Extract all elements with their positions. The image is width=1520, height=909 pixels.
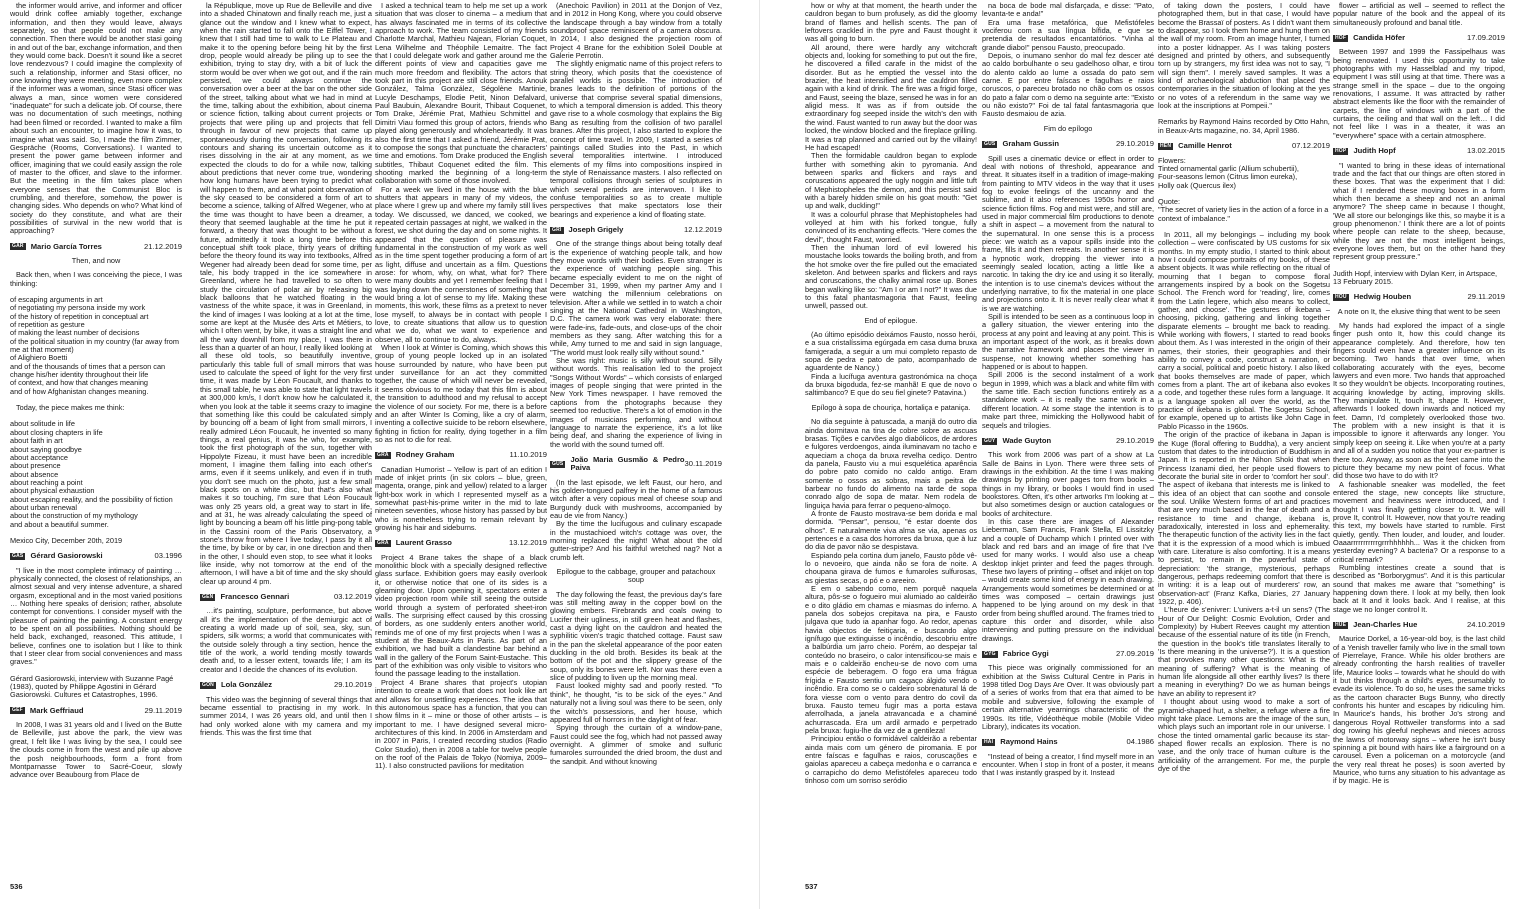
artist-code-badge: GUY bbox=[984, 437, 996, 444]
entry-date: 13.02.2015 bbox=[1466, 146, 1505, 156]
artist-name: Rodney Graham bbox=[395, 450, 455, 460]
artist-name: Francesco Gennari bbox=[220, 592, 290, 602]
entry-heading bbox=[982, 738, 1154, 746]
list-line: about the construction of my mythology bbox=[10, 511, 138, 521]
left-col-3 bbox=[375, 2, 547, 862]
entry-heading bbox=[375, 451, 547, 459]
artist-name: Gérard Gasiorowski bbox=[30, 551, 103, 561]
body-paragraph: A fashionable sneaker was modelled, the feet entered the stage, new concepts like structure, movement and heaviness were introduced, and I thought I was finally getting closer to It. We will prove It, control It. However, now that you're reading this text, my bowels have started to rumble. First quietly, gently. Then louder, and louder, and louder. Oaaarrrrrrrrrrrgrrrhhhhhh... Was it the chicken from yesterday evening? A bacteria? Or a response to a critical remark? bbox=[1333, 479, 1505, 564]
entry-date: 24.10.2019 bbox=[1466, 620, 1505, 630]
right-page bbox=[760, 0, 1520, 909]
body-paragraph: Principiou então o formidável caldeirão a rebentar ainda mais com um género de piromania. E por entre faíscas e fagulhas e raios, coruscações e gaiolas apareceu a cabeça medonha e o carranca e o carrapicho do demo Mefistófeles apareceu todo tinhoso com um sorriso seródio bbox=[805, 734, 977, 785]
body-paragraph: For a week we lived in the house with the blue shutters that appears in many of my videos, the place where I grew up and where my family still lives today. We discussed, we danced, we cooked, we repeated certain passages at night, we walked in the forest, we shot during the day and on some nights. It appeared that the question of pleasure was fundamental in the construction of my work as well as in the time spent together producing a form of art as light, diffuse and uncertain as a film. Questions arose: for whom, why, on what, what for? There were many doubts and yet I remember feeling that I was laying down the cornerstones of something that would bring a lot of sense to my life. Making these moments, this work, these films as a pretext to never lose myself, to always be in contact with people I love, to create situations that allow us to question what we do, what we want to experience and observe, all to continue to do, always. bbox=[375, 184, 547, 344]
body-paragraph: "Instead of being a creator, I find myself more in an encounter. When I stop in front of a poster, it means that I was instantly grasped by it. Instead bbox=[982, 751, 1154, 778]
body-paragraph: "I wanted to bring in these ideas of international trade and the fact that our things are often stored in these boxes. That was the experiment that I did: what if I rendered these moving boxes in a form which then became a sheep and not an animal anymore? The sheep came in because I thought, 'We all store our belongings like this, so maybe it is a group phenomenon.' I think there are a lot of points where people can relate to the sheep, because, while they are not the most intelligent beings, everyone loves them, but on the other hand they represent group pressure." bbox=[1333, 160, 1505, 262]
body-paragraph: la République, move up Rue de Belleville and dive into a shaded Chinatown and finally reach me, just a glance out the window and I knew what to expect, when the rain started to fall onto the Eiffel Tower, I knew that I still had time to walk to Le Plateau and make it to the opening before being hit by the first drop, people would already be piling up to see the exhibition, trying to stay dry, with a bit of luck the storm would be over when we got out, and if the rain persisted, we could always continue the conversation over a beer at the bar on the other side of the street, talking about what we had in mind at the time, talking about the exhibition, about cinema or science fiction, talking about current projects or projects that were piling up and projects that fell through in favour of new projects that came up spontaneously during the conversation, following its contours and sharing its uncertain outcome as it rises dissolving in the air at any moment, as we expected the clouds to do for a while now, talking about predictions that never come true, wondering how long humans have been trying to predict what will happen to them, and at what point observation of the sky ceased to be considered a form of art to become a science, talking of Alfred Wegener, who at the time was thought to have been a dreamer, a theory that seemed laughable at the time he put it forward, a theory that was thought to be without a future, admittedly it took a long time before this conceptual shift took place, thirty years of drifting before the theory found its way into textbooks, Alfred Wegener had already been dead for some time, per tale, his body trapped in the ice somewhere in Greenland, where he had travelled to so often to study the circulation of polar air by releasing big black balloons that he watched floating in the vastness of the white space, it was in Greenland, in the kind of images I was looking at a lot at the time, some are kept at the Musée des Arts et Métiers, to which I often went, by bike, it was a straight line and all the way downhill from my place, I was there in less than a quarter of an hour, I really liked looking at all these old tools, so beautifully inventive, particularly this table full of small mirrors that was used to calculate the speed of light for the very first time, it was made by Léon Foucault, and thanks to this small table, he was able to state that light travels at 300,000 km/s, I don't know how he calculated it, when you look at the table it seems crazy to imagine that something like this could be calculated simply by bouncing off a beam of light from small mirrors, I really admired Léon Foucault, he invented so many things, a real genius, it was he who, for example, took the first photograph of the sun, together with Hippolyte Fizeau, it must have been an incredible moment, I imagine them falling into each other's arms, even if it seems unlikely, and even if in truth you don't see much on the photo, just a few small black spots on a white disc, but that's also what makes it so touching, I'm sure that Léon Foucault was only 25 years old, a great way to start in life, and at 31, he was already calculating the speed of light by bouncing a beam off his little ping-pong table in the Cassini room of the Paris Observatory, a stone's throw from where I live today, I pass by it all the time, by bike or by car, in one direction and then in the other, I should even stop, to see what it looks like inside, why not tomorrow at the end of the afternoon, I will have a bit of time and the sky should clear up around 4 pm. bbox=[200, 2, 372, 586]
body-paragraph: By the time the lucifugous and culinary escapade in the mustachioed witch's cottage was over, the morning replaced the night! What about the old gutter-stripe? And his faithful wretched nag? Not a crumb left. bbox=[550, 519, 722, 562]
list-line: Tinted ornamental garlic (Allium schubertii), bbox=[1158, 163, 1299, 173]
body-paragraph: I asked a technical team to help me set up a work situation that was closer to cinema – a medium that has always fascinated me in terms of its collective approach to work. The team consisted of my friends Charlotte Marchal, Mathieu Najean, Florian Coquet, Lena Wilhelme and Théophile Lemaitre. The fact that I could delegate work and gather around me the different points of view and capacities gave me much more freedom and flexibility. The actors that took part in this project are still close friends. Anouk González, Talma González, Ségolène Martinie, Lucyle Deschamps, Elodie Petit, Ninon Defalvard, Paul Baubuin, Alexandre Bourit, Thibaut Coquenet, Tom Drake, Jérémie Prat, Mathieu Schmittel and Dimitri Viau formed this group of actors, friends who played along generously and wholeheartedly. It was also the first time that I asked a friend, Jérémie Prat, to compose the songs that punctuate the characters' time and emotions. Tom Drake produced the English subtitles, Thibaut Coquenet edited the film. This shooting marked the beginning of a long-term collaboration with some of those involved. bbox=[375, 2, 547, 186]
list-line: and about a beautiful summer. bbox=[10, 519, 109, 529]
body-paragraph: This piece was originally commissioned for an exhibition at the Swiss Cultural Centre in Paris in 1998 titled Dog Days Are Over. It was obviously part of a series of works from that era that aimed to be mobile and subversive, following the example of certain alternative yearnings characteristic of the 1990s. Its title, Vidéothèque mobile (Mobile Video Library), indicates its vocation. bbox=[982, 663, 1154, 731]
body-paragraph: (Ao último episódio deixámos Fausto, nosso herói, e a sua cristalíssima egúrgada em casa duma bruxa famigerada, a seguir a um mui completo repasto de sopa de pedra e pato de pato, acompanhado de aguardente de Nancy.) bbox=[805, 330, 977, 373]
artist-code-badge: GRI bbox=[552, 226, 562, 233]
entry-date: 03.12.2019 bbox=[333, 592, 372, 602]
entry-heading bbox=[982, 140, 1154, 148]
list-line: of Alighiero Boetti bbox=[10, 353, 68, 363]
entry-heading bbox=[982, 437, 1154, 445]
entry-heading bbox=[10, 552, 182, 560]
list-line: of escaping arguments in art bbox=[10, 295, 103, 304]
list-line: Judith Hopf, interview with Dylan Kerr, in Artspace, 13 February 2015. bbox=[1333, 268, 1498, 286]
entry-heading bbox=[550, 226, 722, 234]
entry-heading bbox=[1158, 142, 1330, 150]
list-line: of repetition as gesture bbox=[10, 320, 85, 330]
artist-code-badge: HAI bbox=[984, 738, 994, 745]
artist-code-badge: HOF bbox=[1335, 34, 1347, 41]
entry-heading bbox=[375, 539, 547, 547]
list-line: about physical exhaustion bbox=[10, 486, 95, 496]
list-line: and of how Afghanistan changes meaning. bbox=[10, 386, 149, 396]
artist-name: Judith Hopf bbox=[1353, 146, 1396, 156]
body-paragraph: Spill 2006 is the second instalment of a work begun in 1999, which was a black and white film with the same title. Each section functions entirely as a standalone work – it is really the same work in a different location. At some stage the intention is to make part three, mimicking the Hollywood habit of sequels and trilogies. bbox=[982, 370, 1154, 430]
entry-heading bbox=[982, 650, 1154, 658]
body-paragraph: The slightly enigmatic name of this project refers to string theory, which posits that the coexistence of parallel worlds is possible. The introduction of branes leads to the definition of portions of the universe that comprise several spatial dimensions, to which a temporal dimension is added. This theory gave rise to a whole cosmology that explains the Big Bang as resulting from the collision of two parallel branes. After this project, I also started to explore the concept of time travel. In 2009, I started a series of paintings called Studies into the Past, in which several temporalities intertwine. I introduced elements of my films into compositions inspired in the style of Renaissance masters. I also reflected on temporal collisions through series of sculptures in which several periods are interwoven. I like to confuse temporalities so as to create multiple perspectives that make spectators lose their bearings and experience a kind of floating state. bbox=[550, 59, 722, 219]
entry-heading bbox=[200, 593, 372, 601]
body-paragraph: Today, the piece makes me think: bbox=[16, 403, 125, 413]
list-line: Flowers: bbox=[1158, 155, 1186, 165]
right-col-1 bbox=[805, 2, 977, 862]
body-paragraph: E em o sabendo como, nem porquê naquela altura, pôs-se o fogueiro mui alumiado ao caldeirão e o dito gládio em chamas e miasmas do inferno. A panela dos sobejos crepitava na pira, e Fausto julgava que tudo ia apanhar fogo. Ao redor, apenas havia objectos de feitiçaria, e buscando algo ignífugo que extinguisse o incêndio, descobriu entre a balbúrdia um jarro cheio. Porém, ao despejar tal conteúdo no braseiro, o calor intensificou-se mais e mais e o caldeirão encheu-se de novo com uma espécie de beberagem. O fogo era uma frágua frígida e Fausto sentiu um cagaço álgido vendo o incêndio. Era como se o caldeiro sobrenatural lá de fora viesse com o vento para dentro do covil da bruxa. Fausto temeu fugir mas a porta estava aferrolhada, a janela atravancada e a chaminé achurrascada. Era um ardil armado e perpetrado pela bruxa: fugiu-lhe da vez de a gentileza! bbox=[805, 584, 977, 735]
entry-date: 04.1986 bbox=[1126, 737, 1154, 747]
entry-date: 11.10.2019 bbox=[509, 450, 547, 460]
list-line: of negotiating my persona inside my work bbox=[10, 303, 146, 313]
entry-heading bbox=[1333, 147, 1505, 155]
entry-date: 29.11.2019 bbox=[1467, 292, 1505, 302]
body-paragraph: In 2008, I was 31 years old and I lived on the Butte de Belleville, just above the park, the view was great, I felt like I was living by the sea, I could see the clouds come in from the west and pile up above the posh neighbourhoods, form a front from Montparnasse Tower to Sacré-Coeur, slowly advance over Beaubourg from Place de bbox=[10, 720, 182, 780]
body-paragraph: of taking down the posters, I could have photographed them, but in that case, I would have become the Brassaï of posters. As I didn't want them to disappear, so I took them home and hung them on the wall of my room. From an image hunter, I turned into a poster kidnapper. As I was taking posters designed and printed by others, and subsequently torn up by strangers, my first idea was not to say, "I will sign them". I merely saved samples. It was a kind of archaeological abduction that placed the contemporaries in the situation of looking at the yes or no votes of a referendum in the same way we look at the inscriptions at Pompeii." bbox=[1158, 2, 1330, 111]
entry-date: 12.12.2019 bbox=[683, 224, 722, 234]
body-paragraph: Then the inhuman lord of evil lowered his moustache looks towards the boiling broth, and from the hot smoke over the fire pulled out the emaciated skeleton. And between sparks and flickers and rays and coruscations, the chalky animal rose up. Bones began walking like so: "Am I or am I not?" It was due to this fatal phantasmagoria that Faust, feeling unwell, passed out. bbox=[805, 242, 977, 311]
body-paragraph: When I look at Winter is Coming, which shows this group of young people locked up in an isolated house surrounded by nature, who have been put under surveillance for an act they committed together, the cause of which will never be revealed, it seems obvious to me today that this film is about the transition to adulthood and my refusal to accept the violence of our society. For me, there is a before and an after Winter Is Coming, like a cry of alarm, inventing a collective suicide to be reborn elsewhere, fighting in fiction for reality, dying together in a film so as not to die for real. bbox=[375, 343, 547, 444]
body-paragraph: Depois, o inumano senhor do mal fez descer até ao caldo borbulhante o seu gadelhoso olhar, e tirou do alento caldo ao lume a ossada do pato sem carne. E por entre faíscas e fagulhas e raios coruscos, o pareceu brotado no chão com os ossos do pato a falar com o demo na seguinte arte: "Existo ou não existo?" Foi de tal fatal fantasmagoria que Fausto desmaiou de azia. bbox=[982, 51, 1154, 119]
artist-code-badge: GEN bbox=[202, 593, 214, 600]
body-paragraph: flower – artificial as well – seemed to reflect the popular nature of the book and the appeal of its simultaneously profound and banal title. bbox=[1333, 2, 1505, 27]
entry-date: 03.1996 bbox=[154, 551, 182, 561]
artist-code-badge: HOU bbox=[1335, 293, 1347, 300]
artist-code-badge: GRA bbox=[377, 451, 389, 458]
section-subtitle: Epilogue to the cabbage, grouper and patachoux soup bbox=[556, 567, 716, 585]
entry-date: 30.11.2019 bbox=[684, 459, 722, 469]
list-line: Remarks by Raymond Hains recorded by Otto Hahn, in Beaux-Arts magazine, no. 34, April 1986. bbox=[1158, 117, 1330, 135]
entry-heading bbox=[10, 707, 182, 715]
body-paragraph: This work from 2006 was part of a show at La Salle de Bains in Lyon. There were three sets of drawings in the exhibition. At the time I was making drawings by printing over pages torn from books – things in my library, or books I would find in used bookstores. Often, it's other artworks I'm looking at – but also sometimes design or auction catalogues or books of architecture. bbox=[982, 450, 1154, 518]
section-subtitle: Fim do epílogo bbox=[1043, 123, 1093, 133]
right-col-3 bbox=[1158, 2, 1330, 862]
artist-code-badge: GON bbox=[202, 681, 214, 688]
body-paragraph: Spying through the curtain of a window-pane, Faust could see the fog, which had not passed away overnight. A glimmer of smoke and sulfuric fumaroles surrounded the dried broom, the dust and the sandpit. And without knowing bbox=[550, 723, 722, 766]
artist-name: Fabrice Gygi bbox=[1002, 649, 1049, 659]
list-line: about reaching a point bbox=[10, 477, 83, 487]
body-paragraph: Then the formidable cauldron began to explode further with something akin to pyromania. And between sparks and flickers and rays and coruscations appeared the ugly noggin and little tuft of Mephistopheles the demon, and this persist said with a barely hidden smile on his goat mouth: "Get up and walk, duckling!" bbox=[805, 151, 977, 211]
artist-name: Mark Geffriaud bbox=[29, 705, 84, 715]
body-paragraph: (In the last episode, we left Faust, our hero, and his golden-tongued palfrey in the home of a famous witch after a very copious meal of cheese soup and Burgundy duck with mushrooms, accompanied by eau de vie from Nancy.) bbox=[550, 477, 722, 520]
list-line: Quote: bbox=[1158, 196, 1181, 206]
entry-date: 13.12.2019 bbox=[508, 538, 547, 548]
artist-name: Mario García Torres bbox=[30, 241, 102, 251]
body-paragraph: Spill is intended to be seen as a continuous loop in a gallery situation, the viewer entering into the process at any point and leaving at any point. This is an important aspect of the work, as it breaks down the narrative framework and places the viewer in suspense, not knowing whether something has happened or is about to happen. bbox=[982, 312, 1154, 372]
artist-name: Raymond Hains bbox=[1000, 737, 1058, 747]
body-paragraph: (Anechoic Pavilion) in 2011 at the Donjon of Vez, and in 2012 in Hong Kong, where you could observe the landscape through a bay window from a totally soundproof space reminiscent of a camera obscura. In 2014, I also designed the projection room of Project 4 Brane for the exhibition Soleil Double at Galerie Perrotin. bbox=[550, 2, 722, 61]
artist-code-badge: GRA bbox=[377, 539, 389, 546]
body-paragraph: Project 4 Brane takes the shape of a black monolithic block with a specially designed reflective glass surface. Exhibition goers may easily overlook it, or otherwise notice that one of its sides is a gleaming door. Upon opening it, spectators enter a video projection room while still seeing the outside world through a system of perforated sheet-iron walls. The surprising effect caused by this crossing of borders, as one suddenly enters another world, reminds me of one of my first projects when I was a student at the Beaux-Arts in Paris. As part of an exhibition, we had built a clandestine bar behind a wall in the gallery of the Forum Saint-Eustache. This part of the exhibition was only visible to visitors who found the passage leading to the installation. bbox=[375, 552, 547, 679]
body-paragraph: Maurice Dorkel, a 16-year-old boy, is the last child of a Yenish traveller family who live in the small town of Pierrelaye, France. While his older brothers are already confronting the harsh realities of traveller life, Maurice looks – towards what he should do with it but thinks through a child's eyes, presumably to evade its violence. To do so, he uses the same tricks as the cartoon character Bugs Bunny, who directly confronts his hunter and escapes by ridiculing him. In Maurice's hands, his brother Jo's strong and dangerous Royal Rottweiler transforms into a sad dog rowing his gleeful nephews and nieces across the lawns of motorway signs – where he isn't busy spinning a pit bound with hairs like a fairground on a carousel. Even a policeman on a motorcycle (and the very real threat he poses) is soon averted by Maurice, who turns any situation to his advantage as if by magic. He is bbox=[1333, 634, 1505, 786]
body-paragraph: Canadian Humorist – Yellow is part of an edition I made of inkjet prints (in six colors – blue, green, magenta, orange, pink and yellow) related to a larger light-box work in which I represented myself as a somewhat past-his-prime writer in the mid to late nineteen seventies, whose history has passed by but who is nonetheless trying to remain relevant by growing his hair and sideburns. bbox=[375, 464, 547, 532]
artist-code-badge: GUS bbox=[984, 140, 996, 147]
list-line: and of the thousands of times that a person can change his/her identity throughout their life bbox=[10, 361, 166, 380]
body-paragraph: In 2011, all my belongings – including my book collection – were confiscated by US customs for six months. In my empty studio, I started to think about how I could compose portraits of my books, of these absent objects. It was while reflecting on the ritual of mourning that I began to compose floral arrangements inspired by a book on the Sogetsu School. The French word for 'reading', lire, comes from the Latin legere, which also means 'to collect, gather, and choose'. The gestures of ikebana – choosing, picking, gathering and linking together disparate elements – brought me back to reading. While working with flowers, I started to read books about them. As I was interested in the origin of their names, their stories, their geographies and their ability to convey a code, construct a narration, or carry a social, political and poetic history. I also liked that books themselves are made of paper, which comes from a plant. The art of ikebana also evokes a code, and together these rules form a language. It is a language spoken all over the world, as the practice of ikebana is global. The Sogetsu School, for example, opened up to artists like John Cage in Pablo Picasso in the 1960s. bbox=[1158, 229, 1330, 431]
page-number-right: 537 bbox=[805, 882, 818, 891]
list-line: of making the least number of decisions bbox=[10, 328, 140, 338]
list-line: about closing chapters in life bbox=[10, 427, 103, 437]
artist-name: Joseph Grigely bbox=[568, 224, 624, 234]
left-col-2 bbox=[200, 2, 372, 862]
artist-code-badge: HEN bbox=[1160, 142, 1172, 149]
body-paragraph: Faust looked mighty sad and poorly rested. "To think", he thought, "is to be sick of the eyes." And naturally not a living soul was there to be seen, only the witch's possessions, and her house, which appeared full of horrors in the daylight of fear. bbox=[550, 681, 722, 724]
list-line: about saying goodbye bbox=[10, 444, 82, 454]
body-paragraph: Back then, when I was conceiving the piece, I was thinking: bbox=[10, 270, 182, 288]
list-line: of the political situation in my country (far away from me at that moment) bbox=[10, 336, 179, 355]
section-subtitle: End of epilogue. bbox=[864, 315, 918, 325]
body-paragraph: It was a colourful phrase that Mephistopheles had volleyed at him with his forked tongue, fully convinced of its enchanting effects. "Here comes the devil", thought Faust, worried. bbox=[805, 209, 977, 244]
entry-date: 27.09.2019 bbox=[1115, 649, 1154, 659]
artist-code-badge: GAR bbox=[12, 243, 24, 250]
body-paragraph: Rumbling intestines create a sound that is described as "Borborygmus". And it is this particular sound that makes me aware that "something" is happening down there. I look at my belly, then look back at It and it looks back. And I realise, at this stage we no longer control It. bbox=[1333, 562, 1505, 614]
artist-code-badge: GYG bbox=[984, 650, 996, 657]
body-paragraph: In this case there are images of Alexander Lieberman, Sam Francis, Frank Stella, El Lissitzky and a couple of Duchamp which I printed over with black and red bars and an image of fire that I've used for many works. I would also use a cheap desktop inkjet printer and feed the pages through. These two layers of printing – offset and inkjet on top – would create some kind of energy in each drawing. Arrangements would sometimes be determined or at times was composed – certain drawings just happened to be lying around on my desk in that order from being shuffled around. The frames tried to capture this order and disorder, while also intervening and putting pressure on the individual drawings. bbox=[982, 516, 1154, 643]
artist-name: Candida Höfer bbox=[1353, 33, 1406, 43]
body-paragraph: Project 4 Brane shares that project's utopian intention to create a work that does not look like art and allows for unsettling experiences. The idea that this autonomous space has a function, that you can show films in it – mine or those of other artists – is important to me. I have designed several micro-architectures of this kind. In 2006 in Amsterdam and in 2007 in Paris, I created recording studios (Radio Color Studio), then in 2008 a table for twelve people on the roof of the Palais de Tokyo (Nomiya, 2009–11). I also constructed pavilions for meditation bbox=[375, 677, 547, 771]
body-paragraph: She was right: music is silly without sound. Silly without words. This realisation led to the project "Songs Without Words" – which consists of enlarged images of people singing that were printed in the New York Times newspaper. I have removed the captions from the photographs because they seemed too reductive. There's a lot of emotion in the images of musicians performing, and without language to narrate the experience, it's a lot like being deaf, and sharing the experience of living in the world with the sound turned off. bbox=[550, 356, 722, 449]
list-line: of context, and how that changes meaning bbox=[10, 378, 148, 388]
body-paragraph: Era uma frase metafórica, que Mefistófeles vociferou com a sua língua bífida, e que se pretendia de resultados encantatórios. "Vinha al grande diabo!" pensou Fausto, preocupado. bbox=[982, 17, 1154, 52]
list-line: about presence bbox=[10, 461, 61, 471]
body-paragraph: My hands had explored the impact of a single finger push onto It, how this could change its appearance completely. And therefore, how ten fingers could even have a greater influence on its becoming. Two hands that over time, when collaborating accurately with the eyes, become lawyers and even more. Two hands that approached It so they wouldn't be objects. Incorporating routines, acquiring knowledge by acting, improving skills. They manipulate It, touch It, shape It. However, afterwards I looked down inwards and noticed my feet. Damn, I'd completely overlooked those two. The problem with a new insight is that it is impossible to ignore it afterwards any longer. You simply keep on seeing it. Like when you're at a party and all of a sudden you notice that your ex-partner is there too. Anyway, as soon as the feet came into the picture they became my new point of focus. What did those two have to do with It? bbox=[1333, 321, 1505, 481]
body-paragraph: Espiando pela cortina dum janelo, Fausto pôde vê-lo o nevoeiro, que ainda não se fora de noite. A choupana girava de fumos e fumaroles sulfurosas, as giestas secas, o pó e o areeiro. bbox=[805, 550, 977, 585]
body-paragraph: Spill uses a cinematic device or effect in order to deal with notions of threshold, appearance and threat. It situates itself in a tradition of image-making from painting to MTV videos in the way that it uses fog to evoke feelings of the uncanny and the sublime, and it also references 1950s horror and science fiction films. Fog and mist were, and still are, used in major commercial film productions to denote a shift in aspect – a movement from the natural to the supernatural. In one sense this is a process piece: we watch as a vapour spills inside into the frame, fills it and then retreats. In another sense it is a hypnotic work, dropping the viewer into a seemingly sealed location, acting a little like a narcotic. In taking the dry ice and using it so literally, the intention is to use cinema's devices without the underlying narrative, to fix the material in one place and projections onto it. It is never really clear what it is we are watching. bbox=[982, 153, 1154, 313]
body-paragraph: The origin of the practice of ikebana in Japan is the Kuge (floral offering to Buddha), a very ancient custom that dates to the introduction of Buddhism in Japan. It is reported in the Nihon Shoki that when Princess Izanami died, her people used flowers to decorate the burial site in order to 'comfort her soul'. The aspect of ikebana that interests me is linked to this idea of an object that can soothe and console the soul. Unlike Western forms of art and practices that are very much based in the fear of death and a resistance to time and change, ikebana is, paradoxically, interested in loss and ephemerality. The therapeutic function of the activity lies in the fact that it is the expression of a mood which is imbued with care. Literature is also comforting. It is a means to persist, to remain in the powerful state of depreciation: 'the strange, mysterious, perhaps dangerous, perhaps redeeming comfort that there is in writing: it is a leap out of murderers' row, an observation-act' (Franz Kafka, Diaries, 27 January 1922, p. 406). bbox=[1158, 430, 1330, 607]
artist-code-badge: HOP bbox=[1335, 147, 1347, 154]
page-number-left: 536 bbox=[10, 882, 23, 891]
spacer bbox=[1158, 190, 1330, 198]
list-line: about faith in art bbox=[10, 436, 63, 446]
section-subtitle: A note on It, the elusive thing that went to be seen bbox=[1337, 306, 1501, 316]
list-line: about absence bbox=[10, 469, 59, 479]
body-paragraph: how or why at that moment, the hearth under the cauldron began to burn profusely, as did the gloomy brand of flames and hellish scents. The pan of leftovers crackled in the pyre and Faust thought it was all going to burn. bbox=[805, 2, 977, 44]
artist-name: Laurent Grasso bbox=[395, 538, 452, 548]
body-paragraph: All around, there were hardly any witchcraft objects and, looking for something to put out the fire, he discovered a filled carafe in the midst of the disorder. But as he emptied the vessel into the brazier, the heat intensified and the cauldron filled again with a kind of drink. The fire was a frigid forge, and Faust, seeing the blaze, sensed he was in for an aligid mess. It was as if from outside the extraordinary fog seeped inside the witch's den with the wind. Faust wanted to run away but the door was locked, the window blocked and the fireplace grilling. It was a trap planned and carried out by the villainy! He had escaped! bbox=[805, 42, 977, 152]
artist-code-badge: GAS bbox=[12, 552, 24, 559]
entry-heading bbox=[1333, 293, 1505, 301]
left-col-4 bbox=[550, 2, 722, 862]
body-paragraph: "I live in the most complete intimacy of painting … physically connected, the closest of relationships, an almost sexual and very intense adventure, a shared orgasm, exceptional and in the most varied positions … Nothing here speaks of derision; rather, absolute contempt for conventions. I consider myself with the pleasure of painting the painting. A constant energy to be spent on all possibilities. Nothing should be held back, exchanged, reasoned. This attitude, I believe, confines one to isolation but I like to think that I steer clear from social conveniences and mass graves." bbox=[10, 565, 182, 667]
body-paragraph: …it's painting, sculpture, performance, but above all it's the implementation of the demiurgic act of creating a world made up of soil, sea, sky, sun, spiders, silk worms; a world that communicates with the outside solely through a tiny section, hence the title of the work, a world tending mostly towards death and, to a lesser extent, towards life; I am its creator and I decide the chances of its evolution. bbox=[200, 606, 372, 674]
artist-name: Camille Henrot bbox=[1178, 141, 1232, 151]
body-paragraph: No dia seguinte à patuscada, a manjã do outro dia ainda dormitava na tina de cobre sobre as ascuas brasas. Tições e carvões algo diabólicos, de ardores e fulgores verdoengos, ainda iluminavam no tacho e aqueciam a choça da bruxa revelha cediço. Dentro da panela, Fausto viu a mui esquelética aparência do pobre pato comido no caldo antigo. Eram somente o ossos as sobras, mais a peitra de barbear no fundo do alimento na tarde de sopa conrado algo de sopa de matar. Nem rodela de linguiça havia para ferrar o pequeno-almoço. bbox=[805, 417, 977, 510]
list-line: about escaping reality, and the possibility of fiction bbox=[10, 494, 173, 504]
list-line: Holly oak (Quercus ilex) bbox=[1158, 180, 1236, 190]
artist-code-badge: GUS bbox=[552, 460, 564, 467]
entry-date: 29.10.2019 bbox=[333, 680, 372, 690]
list-line: about solitude in life bbox=[10, 419, 75, 429]
body-paragraph: the informer would arrive, and informer and officer would drink coffee amiably together, exchange information, and then they would leave, always separately, so that people could not make any connection. Then there would be another stasi going in and out of the bar, exchange information, and then they would come back. Doesn't it sound like a secret love rendezvous? I could imagine the complexity of such a relationship, informer and Stasi officer, no one knowing they were meeting, even more complex if the informer was a woman, since Stasi officer was always a man, since women were considered "inadequate" for such a delicate job. Of course, there was no documentation of such meetings, nothing had been filmed or recorded. I wanted to make a film about such an encounter, to imagine how it was, to imagine what was said. So, I made the film Zimmer, Gespräche (Rooms, Conversations). I wanted to present the power game between informer and officer, imagining that we could easily assign the role of master to the officer, and slave to the informer. But the meeting in the film takes place when everyone senses that the Communist Bloc is crumbling, and therefore, somehow, the power is changing sides. Who depends on who? What kind of society do they constitute, and what are their possibilities of survival in the new world that is approaching? bbox=[10, 2, 182, 236]
entry-heading bbox=[10, 243, 182, 251]
artist-name: Jean-Charles Hue bbox=[1353, 620, 1418, 630]
body-paragraph: na boca de bode mal disfarçada, e disse: "Pato, levanta-te e anda!" bbox=[982, 2, 1154, 19]
list-line: Four-seasons lemon (Citrus limon eureka), bbox=[1158, 172, 1298, 182]
entry-heading bbox=[1333, 621, 1505, 629]
artist-code-badge: HUE bbox=[1335, 621, 1347, 628]
entry-date: 29.10.2019 bbox=[1115, 435, 1154, 445]
right-col-4 bbox=[1333, 2, 1505, 862]
artist-name: Graham Gussin bbox=[1002, 139, 1059, 149]
list-line: Mexico City, December 20th, 2019 bbox=[10, 535, 123, 545]
artist-name: Lola González bbox=[221, 680, 273, 690]
list-line: "The secret of variety lies in the action of a force in a context of imbalance." bbox=[1158, 205, 1329, 223]
list-line: about urban renewal bbox=[10, 502, 77, 512]
entry-date: 07.12.2019 bbox=[1291, 141, 1330, 151]
body-paragraph: A fronte de Fausto mostrava-se bem dorida e mal dormida. "Pensar", pensou, "é estar doente dos olhos". E naturalmente viva alma se via, apenas os pertences e a casa dos horrores da bruxa, que à luz do dia de pavor não se despistava. bbox=[805, 508, 977, 552]
entry-heading bbox=[200, 681, 372, 689]
body-paragraph: One of the strange things about being totally deaf is the experience of watching people talk, and how they move words with their bodies. Even stranger is the experience of watching people sing. This became especially evident to me on the night of December 31, 1999, when my partner Amy and I were watching the millennium celebrations on television. After a while we settled in to watch a choir singing at the National Cathedral in Washington, D.C. The camera work was very elaborate: there were fade-ins, fade-outs, and close-ups of the choir members as they sang. After watching this for a while, Amy turned to me and said in sign language, "The world must look really silly without sound." bbox=[550, 239, 722, 357]
body-paragraph: The day following the feast, the previous day's fare was still melting away in the copper bowl on the glowing embers. Firebrands and coals owing to Lucifer their ugliness, in still green heat and flashes, cast a dying light on the cauldron and heated the syphilitic vixen's tragic thatched cottage. Faust saw in the pan the skeletal appearance of the poor eaten duckling in the old broth. Besides its beak at the bottom of the pot and the slippery grease of the soup, only its bones were left. Nor was there even a slice of pudding to liven up the morning meal. bbox=[550, 589, 722, 683]
right-col-2 bbox=[982, 2, 1154, 862]
entry-date: 17.09.2019 bbox=[1466, 33, 1505, 43]
artist-code-badge: GEF bbox=[12, 707, 23, 714]
entry-heading bbox=[1333, 34, 1505, 42]
section-subtitle: Epílogo à sopa de chouriça, hortaliça e pataniça. bbox=[811, 402, 971, 412]
list-line: Gérard Gasiorowski, interview with Suzanne Pagé (1983), quoted by Philippe Agostini in Gérard Gasiorowski. Cultures et Catastrophes, 1996. bbox=[10, 673, 174, 700]
entry-date: 29.11.2019 bbox=[144, 705, 182, 715]
body-paragraph: L'heure de s'enivrer: L'univers a-t-il un sens? (The Hour of Our Delight: Cosmic Evolution, Order and Complexity) by Hubert Reeves caught my attention because of the essential nature of its title (in French, the question in the book's title translates literally to 'Is there meaning in the universe?'). It is a question that provokes many other questions: What is the meaning of suffering? What is the meaning of human life alongside all other earthly lives? Is there a meaning in everything? Do we as human beings have an ability to represent it? bbox=[1158, 605, 1330, 698]
section-subtitle: Then, and now bbox=[71, 255, 121, 265]
body-paragraph: This video was the beginning of several things that became essential to practising in my work. In summer 2014, I was 26 years old, and until then I had only worked alone with my camera and my friends. This was the first time that bbox=[200, 694, 372, 737]
list-line: of the history of repetition in conceptual art bbox=[10, 311, 149, 321]
artist-name: Wade Guyton bbox=[1002, 435, 1052, 445]
body-paragraph: I thought about using wood to make a sort of pyramid-shaped hut, a shelter, a refuge where a fire might take place. Lemons are the image of the sun, which plays such an important role in our universe. I chose the tinted ornamental garlic because its star-shaped flower recalls an explosion. There is no vase, and the only trace of human culture is the artificiality of the arrangement. For me, the purple dye of the bbox=[1158, 697, 1330, 773]
left-col-1 bbox=[10, 2, 182, 862]
body-paragraph: Between 1997 and 1999 the Fassipelhaus was being renovated. I used this opportunity to take photographs with my Hasselblad and my tripod, equipment I was still using at that time. There was a strange smell in the space – due to the ongoing renovations, I assume. It was attracted by rather abstract elements like the floor with the remainder of carpets, the line of windows with a part of the curtains, the ceiling and that wall on the left… I did not feel like I was in a theater, it was an "everywhere" space with a certain atmosphere. bbox=[1333, 47, 1505, 140]
body-paragraph: Finda a lucífuga aventura gastronómica na choça da bruxa bigoduda, fez-se manhã! E que de novo o saltimbanco? E que do seu fiel ginete? Patavina.) bbox=[805, 371, 977, 398]
list-line: about acceptance bbox=[10, 452, 68, 462]
artist-name: Hedwig Houben bbox=[1353, 292, 1412, 302]
entry-date: 21.12.2019 bbox=[143, 241, 182, 251]
entry-date: 29.10.2019 bbox=[1115, 139, 1154, 149]
entry-heading bbox=[550, 456, 722, 473]
artist-name: João Maria Gusmão & Pedro Paiva bbox=[570, 454, 685, 473]
